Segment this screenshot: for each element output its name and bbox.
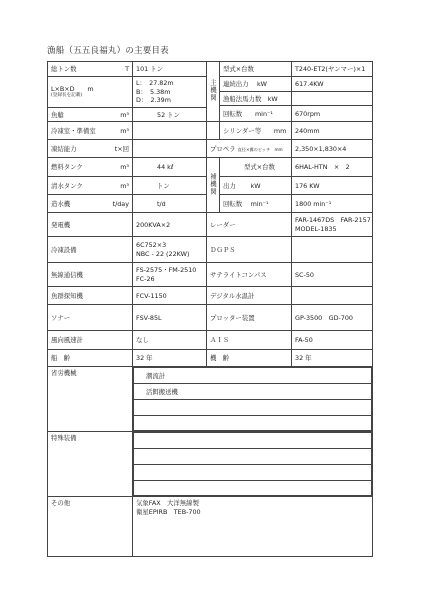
other-item-2: 衛星EPIRB TEB-700	[136, 507, 201, 516]
main-output-label: 連続出力 kW	[220, 77, 292, 92]
wind-meter-value: なし	[133, 331, 207, 350]
freezer-room-value	[133, 122, 207, 140]
propeller-label: プロペラ 直径×翼のピッチ mm	[207, 140, 292, 158]
generator-label: 発電機	[48, 213, 133, 237]
aux-output-label: 出力 kW	[220, 177, 292, 195]
main-model-label: 型式×台数	[220, 62, 292, 77]
satcompass-value: SC-50	[292, 263, 373, 287]
freezer-room-label: 冷凍室・準備室 m³	[48, 122, 133, 140]
aux-rpm-value: 1800 min⁻¹	[292, 195, 373, 213]
fuel-tank-value: 44 kℓ	[133, 158, 207, 177]
special-items	[133, 432, 373, 497]
main-rpm-value: 670rpm	[292, 106, 373, 122]
other-item-1: 気象FAX 大洋無線製	[136, 499, 199, 507]
water-tank-value: トン	[133, 177, 207, 195]
labor-item-1: 潮流計	[134, 368, 372, 384]
satcompass-label: サテライトコンパス	[207, 263, 292, 287]
age-value: 32 年	[133, 350, 207, 367]
freezing-capacity-label: 凍結能力 t×回	[48, 140, 133, 158]
digital-thermo-value	[292, 287, 373, 305]
hold-label: 魚艙 m³	[48, 108, 133, 122]
gross-tonnage-value: 101 トン	[133, 62, 207, 77]
radar-value: FAR-1467DS FAR-2157 MODEL-1835	[292, 213, 373, 237]
age-label: 船 齢	[48, 350, 133, 367]
main-output-value: 617.4KW	[292, 77, 373, 92]
propeller-value: 2,350×1,830×4	[292, 140, 373, 158]
page-title: 漁船（五五良福丸）の主要目表	[47, 46, 169, 56]
gross-tonnage-label: 総トン数 T	[48, 62, 133, 77]
ais-label: ＡＩＳ	[207, 331, 292, 350]
distillation-value: t/d	[133, 195, 207, 213]
main-model-value: T240-ET2(ヤンマー)×1	[292, 62, 373, 77]
aux-engine-group: 補機関	[207, 158, 220, 213]
aux-model-value: 6HAL-HTN × 2	[292, 158, 373, 177]
generator-value: 200KVA×2	[133, 213, 207, 237]
special-label: 特殊装備	[48, 432, 133, 497]
wind-meter-label: 風向風速計	[48, 331, 133, 350]
plotter-value: GP-3500 GD-700	[292, 305, 373, 331]
plotter-label: プロッター装置	[207, 305, 292, 331]
aux-output-value: 176 KW	[292, 177, 373, 195]
fuel-tank-label: 燃料タンク m³	[48, 158, 133, 177]
labor-item-2: 活餌搬送機	[134, 384, 372, 400]
water-tank-label: 清水タンク m³	[48, 177, 133, 195]
sonar-value: FSV-85L	[133, 305, 207, 331]
sonar-label: ソナー	[48, 305, 133, 331]
dimensions-label: L×B×D m (登録長を記載)	[48, 77, 133, 108]
radio-value: FS-2575・FM-2510 FC-26	[133, 263, 207, 287]
main-engine-group: 主機関	[207, 62, 220, 122]
distillation-label: 造水機 t/day	[48, 195, 133, 213]
main-rpm-label: 回転数 min⁻¹	[220, 106, 292, 122]
fish-finder-value: FCV-1150	[133, 287, 207, 305]
row-gross-tonnage	[48, 62, 373, 77]
main-propulsion-value	[292, 92, 373, 106]
main-cylinder-value: 240mm	[292, 122, 373, 140]
spec-table	[47, 61, 373, 557]
dimensions-value: L： 27.82m B： 5.38m D： 2.39m	[133, 77, 207, 108]
radio-label: 無線通信機	[48, 263, 133, 287]
radar-label: レーダー	[207, 213, 292, 237]
aux-model-label: 型式×台数	[220, 158, 292, 177]
engine-age-label: 機 齢	[207, 350, 292, 367]
refrigeration-value: 6C752×3 NBC - 22 (22KW)	[133, 237, 207, 263]
labor-label: 省労機械	[48, 367, 133, 432]
refrigeration-label: 冷凍設備	[48, 237, 133, 263]
other-label: その他	[48, 497, 133, 557]
hold-value: 52 トン	[133, 108, 207, 122]
fish-finder-label: 魚群探知機	[48, 287, 133, 305]
other-items	[133, 497, 373, 557]
dgps-value	[292, 237, 373, 263]
engine-age-value: 32 年	[292, 350, 373, 367]
main-cylinder-label: シリンダー等 mm	[220, 122, 292, 140]
labor-items	[133, 367, 373, 432]
dgps-label: ＤＧＰＳ	[207, 237, 292, 263]
main-propulsion-label: 漁船法馬力数 kW	[220, 92, 292, 106]
ais-value: FA-50	[292, 331, 373, 350]
aux-rpm-label: 回転数 min⁻¹	[220, 195, 292, 213]
digital-thermo-label: デジタル水温計	[207, 287, 292, 305]
freezing-capacity-value	[133, 140, 207, 158]
